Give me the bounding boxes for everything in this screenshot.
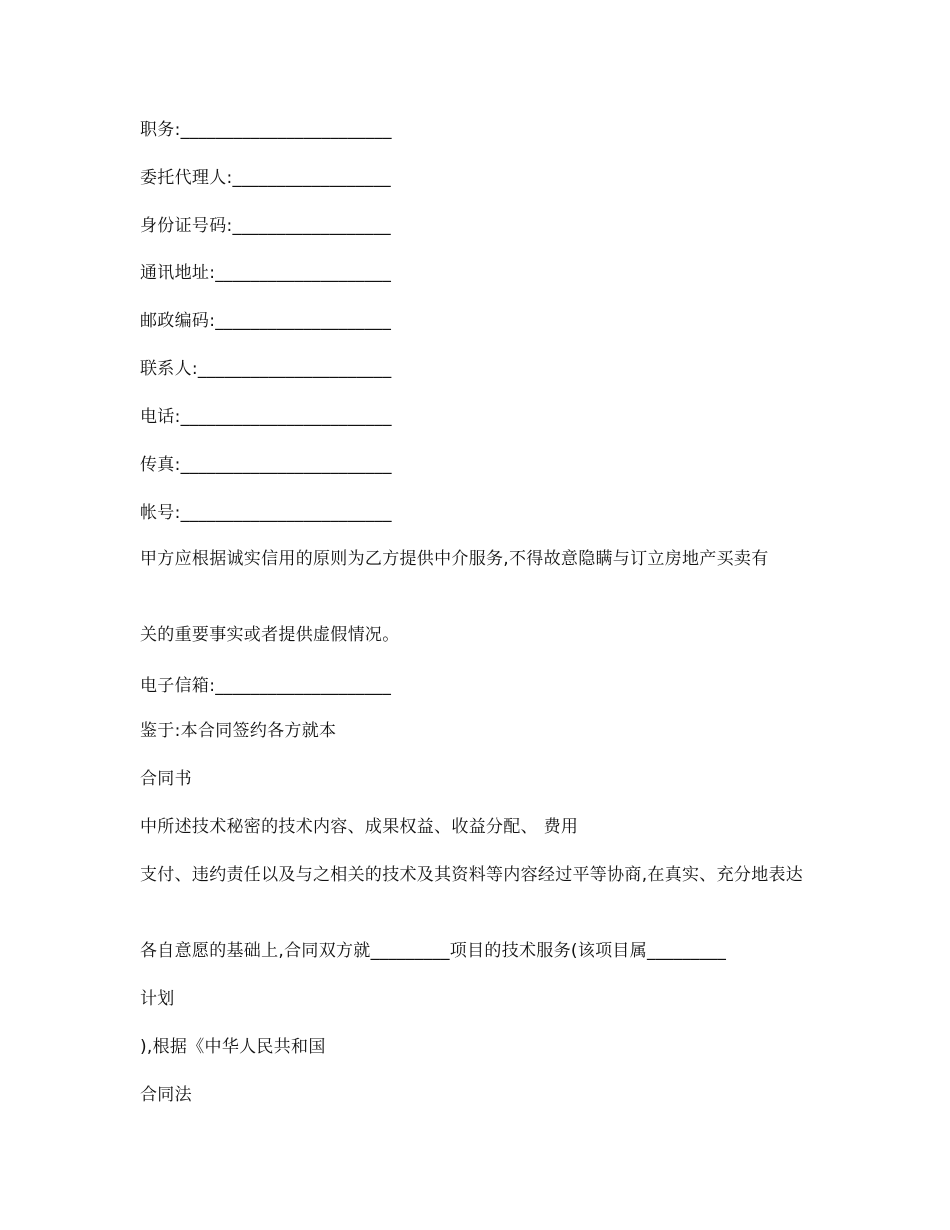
paragraph-technical-content: 中所述技术秘密的技术内容、成果权益、收益分配、 费用	[140, 817, 579, 837]
field-fax: 传真:________________________	[140, 455, 392, 475]
paragraph-plan: 计划	[140, 989, 175, 1009]
paragraph-contract-book: 合同书	[140, 769, 192, 789]
paragraph-law-reference: ),根据《中华人民共和国	[140, 1037, 326, 1057]
field-authorized-agent: 委托代理人:__________________	[140, 168, 391, 188]
field-account-number: 帐号:________________________	[140, 503, 392, 523]
field-postal-code: 邮政编码:____________________	[140, 311, 392, 331]
paragraph-obligation: 甲方应根据诚实信用的原则为乙方提供中介服务,不得故意隐瞒与订立房地产买卖有	[140, 549, 769, 569]
field-position: 职务:________________________	[140, 120, 392, 140]
field-contact-person: 联系人:______________________	[140, 359, 392, 379]
paragraph-project-basis: 各自意愿的基础上,合同双方就_________项目的技术服务(该项目属_________	[140, 941, 727, 961]
field-mailing-address: 通讯地址:____________________	[140, 263, 392, 283]
paragraph-payment-liability: 支付、违约责任以及与之相关的技术及其资料等内容经过平等协商,在真实、充分地表达	[140, 865, 804, 885]
paragraph-contract-law: 合同法	[140, 1085, 192, 1105]
field-email: 电子信箱:____________________	[140, 676, 392, 696]
field-phone: 电话:________________________	[140, 407, 392, 427]
field-id-number: 身份证号码:__________________	[140, 216, 391, 236]
paragraph-obligation-continued: 关的重要事实或者提供虚假情况。	[140, 625, 400, 645]
paragraph-whereas: 鉴于:本合同签约各方就本	[140, 721, 337, 741]
